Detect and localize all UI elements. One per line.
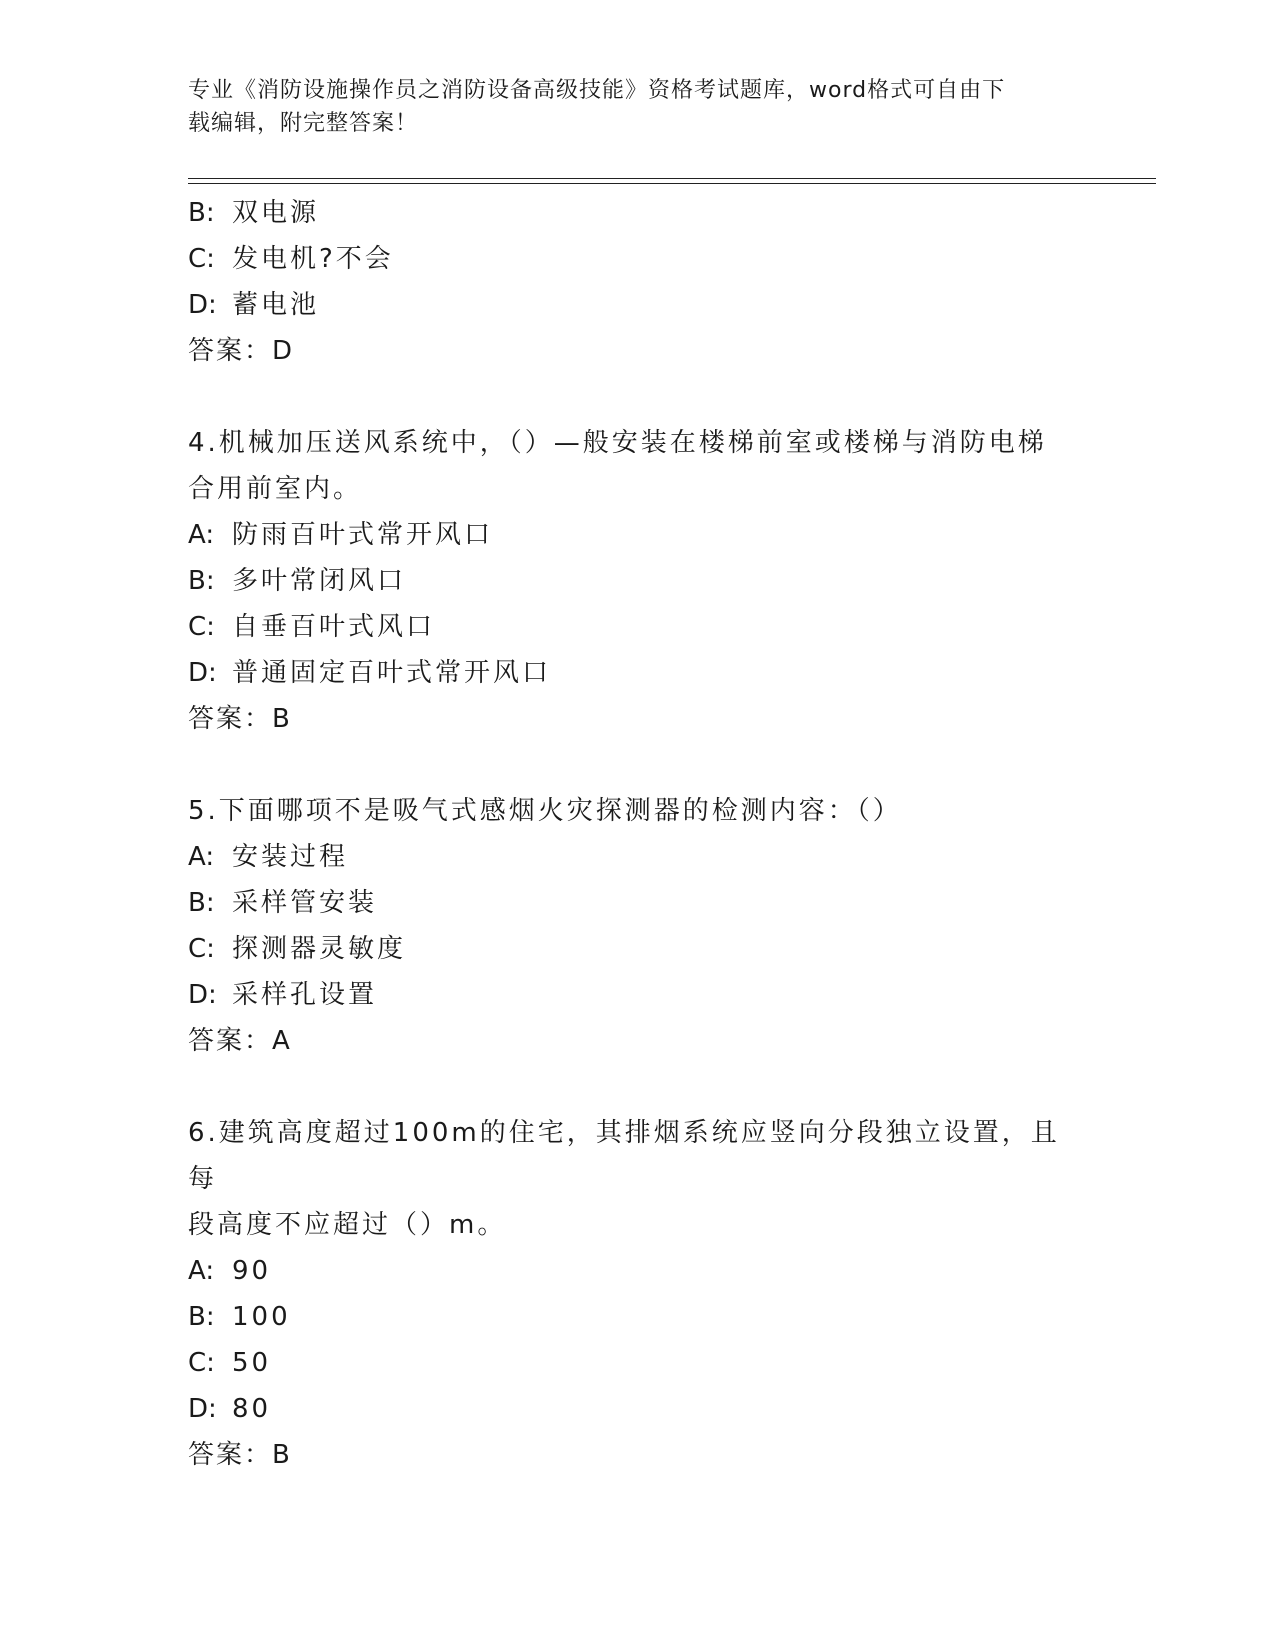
option-d <box>188 282 1088 328</box>
option-text: 80 <box>232 1394 272 1424</box>
option-text: 探测器灵敏度 <box>232 934 407 964</box>
option-c <box>188 1340 1088 1386</box>
answer-line: 答案：A <box>188 1026 292 1056</box>
document-header <box>188 74 1088 140</box>
option-a <box>188 1248 1088 1294</box>
option-d <box>188 650 1088 696</box>
answer-line: 答案：B <box>188 1440 292 1470</box>
option-text: 自垂百叶式风口 <box>232 612 436 642</box>
question-stem-line-2: 合用前室内。 <box>188 474 363 504</box>
question-4 <box>188 420 1088 742</box>
option-key: C: <box>188 934 215 964</box>
question-stem-line-1: 5.下面哪项不是吸气式感烟火灾探测器的检测内容：（） <box>188 796 902 826</box>
option-b <box>188 558 1088 604</box>
option-text: 普通固定百叶式常开风口 <box>232 658 552 688</box>
option-key: A: <box>188 842 215 872</box>
option-text: 100 <box>232 1302 291 1332</box>
option-key: D: <box>188 1394 217 1424</box>
option-key: C: <box>188 1348 215 1378</box>
option-text: 发电机?不会 <box>232 244 394 274</box>
question-5 <box>188 788 1088 1064</box>
option-b <box>188 1294 1088 1340</box>
option-key: B: <box>188 1302 215 1332</box>
header-line-2: 载编辑，附完整答案！ <box>188 111 419 136</box>
option-key: A: <box>188 520 215 550</box>
option-text: 安装过程 <box>232 842 349 872</box>
option-c <box>188 236 1088 282</box>
option-key: A: <box>188 1256 215 1286</box>
option-key: D: <box>188 980 217 1010</box>
option-text: 多叶常闭风口 <box>232 566 407 596</box>
answer-line: 答案：B <box>188 704 292 734</box>
question-stem-line-2: 段高度不应超过（）m。 <box>188 1210 507 1240</box>
option-text: 防雨百叶式常开风口 <box>232 520 494 550</box>
option-key: B: <box>188 888 215 918</box>
option-key: C: <box>188 244 215 274</box>
option-c <box>188 926 1088 972</box>
question-3-continued <box>188 190 1088 374</box>
option-text: 蓄电池 <box>232 290 320 320</box>
option-key: D: <box>188 290 217 320</box>
option-text: 采样管安装 <box>232 888 378 918</box>
header-divider-bottom <box>188 183 1156 184</box>
question-6 <box>188 1110 1088 1478</box>
option-b <box>188 880 1088 926</box>
header-line-1: 专业《消防设施操作员之消防设备高级技能》资格考试题库，word格式可自由下 <box>188 78 1006 103</box>
option-key: D: <box>188 658 217 688</box>
option-b <box>188 190 1088 236</box>
option-text: 50 <box>232 1348 272 1378</box>
option-text: 采样孔设置 <box>232 980 378 1010</box>
option-a <box>188 512 1088 558</box>
option-d <box>188 1386 1088 1432</box>
question-stem-line-1: 4.机械加压送风系统中，（）—般安装在楼梯前室或楼梯与消防电梯 <box>188 428 1047 458</box>
option-key: B: <box>188 198 215 228</box>
option-a <box>188 834 1088 880</box>
option-c <box>188 604 1088 650</box>
answer-line: 答案：D <box>188 336 295 366</box>
option-key: C: <box>188 612 215 642</box>
option-text: 双电源 <box>232 198 320 228</box>
option-key: B: <box>188 566 215 596</box>
option-d <box>188 972 1088 1018</box>
option-text: 90 <box>232 1256 272 1286</box>
header-divider-top <box>188 178 1156 179</box>
question-stem-line-1: 6.建筑高度超过100m的住宅，其排烟系统应竖向分段独立设置，且每 <box>188 1118 1060 1194</box>
question-list <box>188 190 1088 1478</box>
